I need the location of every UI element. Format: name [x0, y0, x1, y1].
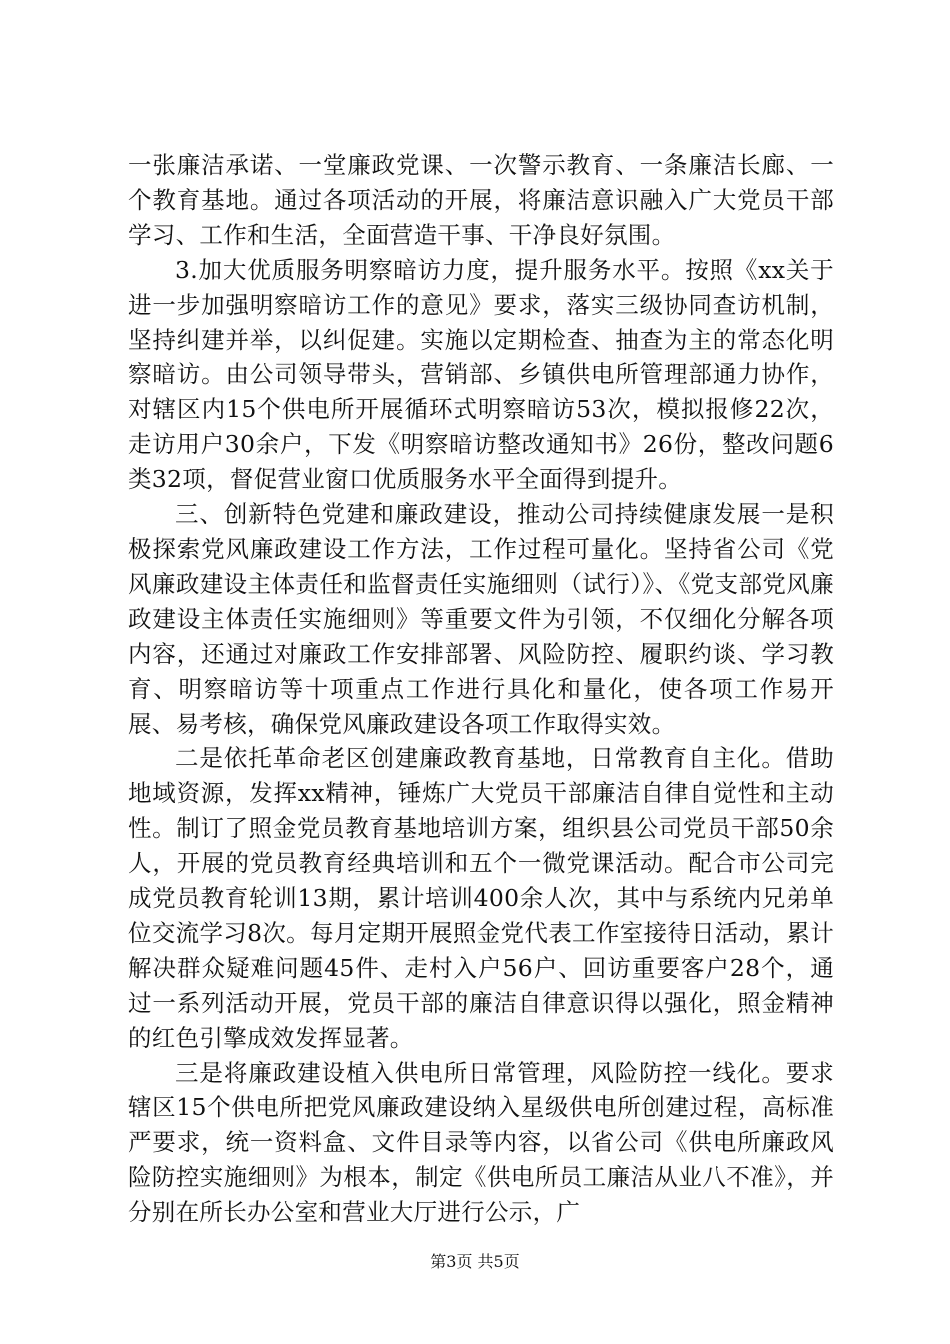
paragraph-3: 三、创新特色党建和廉政建设，推动公司持续健康发展一是积极探索党风廉政建设工作方法，工作过程可量化。坚持省公司《党风廉政建设主体责任和监督责任实施细则（试行）》、《党支部党风廉政建设主体责任实施细则》等重要文件为引领，不仅细化分解各项内容，还通过对廉政工作安排部署、风险防控、履职约谈、学习教育、明察暗访等十项重点工作进行具化和量化，使各项工作易开展、易考核，确保党风廉政建设各项工作取得实效。 [128, 500, 834, 738]
page-number-footer: 第3页 共5页 [430, 1252, 520, 1271]
document-body [128, 148, 834, 1230]
paragraph-1: 一张廉洁承诺、一堂廉政党课、一次警示教育、一条廉洁长廊、一个教育基地。通过各项活动的开展，将廉洁意识融入广大党员干部学习、工作和生活，全面营造干事、干净良好氛围。 [128, 151, 834, 249]
paragraph-5: 三是将廉政建设植入供电所日常管理，风险防控一线化。要求辖区15个供电所把党风廉政建设纳入星级供电所创建过程，高标准严要求，统一资料盒、文件目录等内容，以省公司《供电所廉政风险防控实施细则》为根本，制定《供电所员工廉洁从业八不准》，并分别在所长办公室和营业大厅进行公示，广 [128, 1058, 834, 1227]
paragraph-4: 二是依托革命老区创建廉政教育基地，日常教育自主化。借助地域资源，发挥xx精神，锤炼广大党员干部廉洁自律自觉性和主动性。制订了照金党员教育基地培训方案，组织县公司党员干部50余人，开展的党员教育经典培训和五个一微党课活动。配合市公司完成党员教育轮训13期，累计培训400余人次，其中与系统内兄弟单位交流学习8次。每月定期开展照金党代表工作室接待日活动，累计解决群众疑难问题45件、走村入户56户、回访重要客户28个，通过一系列活动开展，党员干部的廉洁自律意识得以强化，照金精神的红色引擎成效发挥显著。 [128, 744, 834, 1052]
paragraph-2: 3.加大优质服务明察暗访力度，提升服务水平。按照《xx关于进一步加强明察暗访工作的意见》要求，落实三级协同查访机制，坚持纠建并举，以纠促建。实施以定期检查、抽查为主的常态化明察暗访。由公司领导带头，营销部、乡镇供电所管理部通力协作，对辖区内15个供电所开展循环式明察暗访53次，模拟报修22次，走访用户30余户，下发《明察暗访整改通知书》26份，整改问题6类32项，督促营业窗口优质服务水平全面得到提升。 [128, 255, 834, 494]
